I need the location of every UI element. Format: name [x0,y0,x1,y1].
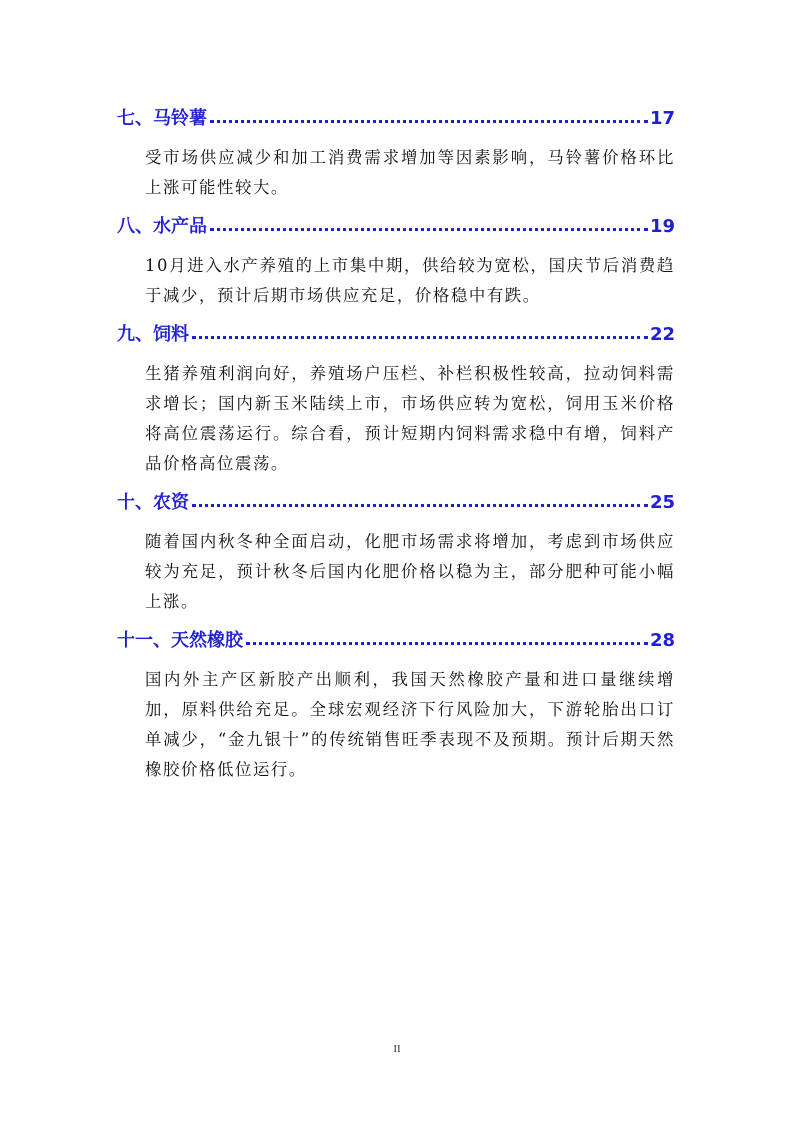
toc-page-number: 19 [649,216,675,237]
toc-summary: 受市场供应减少和加工消费需求增加等因素影响，马铃薯价格环比上涨可能性较大。 [145,148,675,197]
toc-entry-feed [117,319,675,481]
dot-leader [246,642,648,645]
table-of-contents [117,103,675,787]
toc-page-number: 25 [649,492,675,513]
toc-page-number: 28 [649,630,675,651]
toc-link-aquatic-products[interactable] [117,211,675,243]
toc-title: 七、马铃薯 [117,108,207,129]
toc-summary: 生猪养殖利润向好，养殖场户压栏、补栏积极性较高，拉动饲料需求增长；国内新玉米陆续上市，市场供应转为宽松，饲用玉米价格将高位震荡运行。综合看，预计短期内饲料需求稳中有增，饲料产品价格高位震荡。 [145,364,675,473]
toc-link-agricultural-inputs[interactable] [117,487,675,519]
toc-page-number: 17 [649,108,675,129]
toc-title: 十、农资 [117,492,189,513]
toc-link-potato[interactable] [117,103,675,135]
toc-summary: 10月进入水产养殖的上市集中期，供给较为宽松，国庆节后消费趋于减少，预计后期市场供应充足，价格稳中有跌。 [145,256,675,305]
toc-entry-potato [117,103,675,205]
dot-leader [192,336,648,339]
page-number: II [393,1043,401,1055]
toc-title: 十一、天然橡胶 [117,630,243,651]
toc-summary: 随着国内秋冬种全面启动，化肥市场需求将增加，考虑到市场供应较为充足，预计秋冬后国内化肥价格以稳为主，部分肥种可能小幅上涨。 [145,532,675,611]
toc-entry-aquatic-products [117,211,675,313]
dot-leader [210,120,648,123]
toc-link-feed[interactable] [117,319,675,351]
toc-summary: 国内外主产区新胶产出顺利，我国天然橡胶产量和进口量继续增加，原料供给充足。全球宏观经济下行风险加大，下游轮胎出口订单减少，“金九银十”的传统销售旺季表现不及预期。预计后期天然橡胶价格低位运行。 [145,670,675,779]
dot-leader [210,228,648,231]
toc-entry-natural-rubber [117,625,675,787]
toc-link-natural-rubber[interactable] [117,625,675,657]
toc-entry-agricultural-inputs [117,487,675,619]
dot-leader [192,504,648,507]
toc-title: 九、饲料 [117,324,189,345]
toc-title: 八、水产品 [117,216,207,237]
toc-page-number: 22 [649,324,675,345]
